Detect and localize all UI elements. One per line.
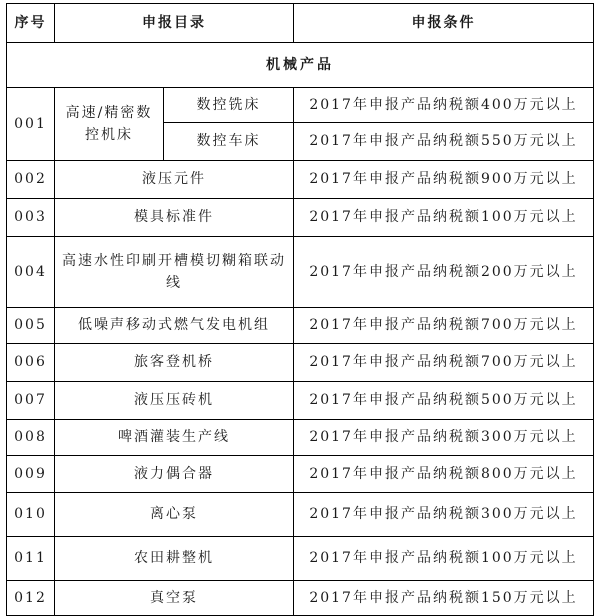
row-condition: 2017年申报产品纳税额400万元以上 <box>294 88 594 123</box>
row-name: 离心泵 <box>55 493 294 537</box>
table-row <box>7 420 594 456</box>
row-name: 旅客登机桥 <box>55 344 294 382</box>
table-row <box>7 382 594 420</box>
row-name: 高速水性印刷开槽模切糊箱联动线 <box>55 237 294 308</box>
row-seq: 005 <box>7 308 55 344</box>
row-seq: 004 <box>7 237 55 308</box>
row-condition: 2017年申报产品纳税额900万元以上 <box>294 161 594 199</box>
row-condition: 2017年申报产品纳税额150万元以上 <box>294 581 594 616</box>
table-row <box>7 493 594 537</box>
row-seq: 007 <box>7 382 55 420</box>
table-row <box>7 161 594 199</box>
header-row <box>7 4 594 43</box>
row-name: 模具标准件 <box>55 199 294 237</box>
row-sub-name: 数控车床 <box>164 123 294 161</box>
row-condition: 2017年申报产品纳税额300万元以上 <box>294 420 594 456</box>
row-seq: 009 <box>7 456 55 493</box>
table-row <box>7 237 594 308</box>
row-name: 农田耕整机 <box>55 537 294 581</box>
row-condition: 2017年申报产品纳税额700万元以上 <box>294 344 594 382</box>
row-seq: 010 <box>7 493 55 537</box>
row-seq: 006 <box>7 344 55 382</box>
table-row <box>7 344 594 382</box>
row-seq: 008 <box>7 420 55 456</box>
row-condition: 2017年申报产品纳税额700万元以上 <box>294 308 594 344</box>
table-row <box>7 308 594 344</box>
table-row <box>7 456 594 493</box>
section-title: 机械产品 <box>7 43 594 88</box>
row-name: 液力偶合器 <box>55 456 294 493</box>
row-name: 啤酒灌装生产线 <box>55 420 294 456</box>
row-condition: 2017年申报产品纳税额500万元以上 <box>294 382 594 420</box>
row-seq: 012 <box>7 581 55 616</box>
header-condition: 申报条件 <box>294 4 594 43</box>
row-seq: 002 <box>7 161 55 199</box>
header-catalog: 申报目录 <box>55 4 294 43</box>
declaration-table <box>6 3 594 616</box>
row-seq: 001 <box>7 88 55 161</box>
table-row <box>7 199 594 237</box>
row-condition: 2017年申报产品纳税额100万元以上 <box>294 537 594 581</box>
row-condition: 2017年申报产品纳税额300万元以上 <box>294 493 594 537</box>
row-condition: 2017年申报产品纳税额550万元以上 <box>294 123 594 161</box>
header-seq: 序号 <box>7 4 55 43</box>
row-condition: 2017年申报产品纳税额200万元以上 <box>294 237 594 308</box>
table-row <box>7 581 594 616</box>
row-condition: 2017年申报产品纳税额800万元以上 <box>294 456 594 493</box>
row-name: 液压元件 <box>55 161 294 199</box>
row-seq: 011 <box>7 537 55 581</box>
section-row <box>7 43 594 88</box>
row-group-name: 高速/精密数控机床 <box>55 88 164 161</box>
table-row <box>7 537 594 581</box>
row-condition: 2017年申报产品纳税额100万元以上 <box>294 199 594 237</box>
row-name: 真空泵 <box>55 581 294 616</box>
row-sub-name: 数控铣床 <box>164 88 294 123</box>
row-seq: 003 <box>7 199 55 237</box>
row-name: 液压压砖机 <box>55 382 294 420</box>
table-row <box>7 88 594 123</box>
row-name: 低噪声移动式燃气发电机组 <box>55 308 294 344</box>
